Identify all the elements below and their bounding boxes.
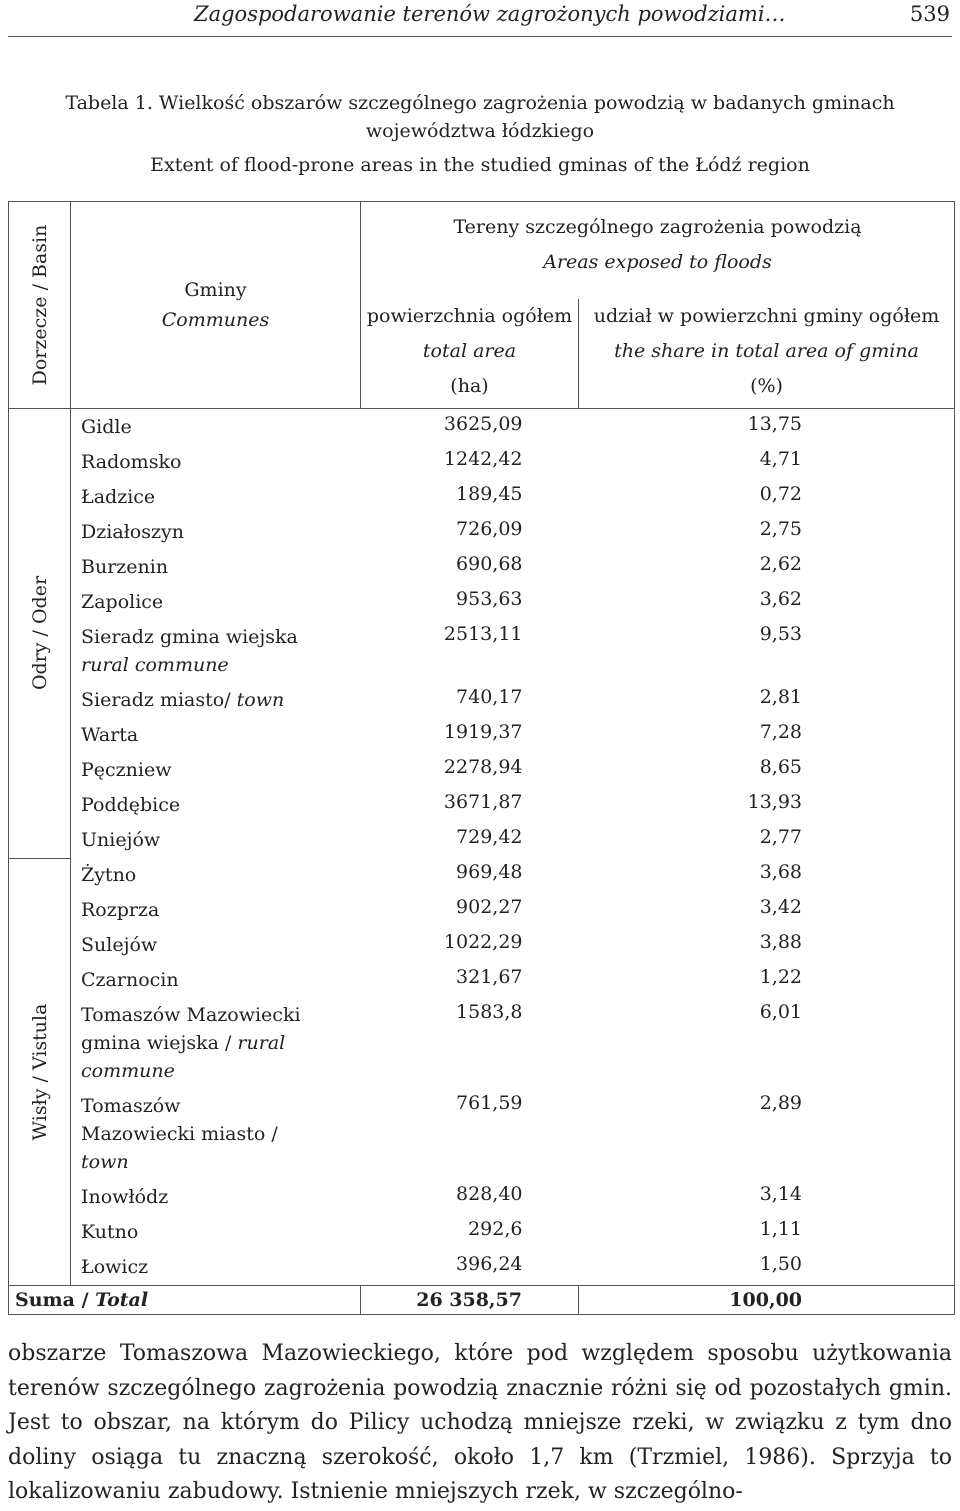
page-number: 539 — [909, 2, 950, 26]
area-value: 1919,37 — [443, 721, 523, 743]
commune-name: Inowłódz — [71, 1180, 361, 1215]
area-value: 729,42 — [456, 826, 523, 848]
table-row — [9, 409, 955, 446]
table-row — [9, 585, 955, 620]
commune-name: Ładzice — [71, 480, 361, 515]
share-value: 2,62 — [579, 550, 955, 585]
share-value: 7,28 — [579, 718, 955, 753]
area-value: 396,24 — [456, 1253, 523, 1275]
area-value: 3671,87 — [443, 791, 523, 813]
running-title: Zagospodarowanie terenów zagrożonych powodziami… — [194, 2, 786, 26]
share-value: 13,75 — [579, 409, 955, 446]
communes-header-pl: Gminy — [184, 279, 247, 301]
table-row — [9, 683, 955, 718]
commune-name: Czarnocin — [71, 963, 361, 998]
commune-name: Warta — [71, 718, 361, 753]
table-row — [9, 1250, 955, 1286]
commune-name — [71, 1089, 361, 1180]
share-header — [579, 299, 955, 409]
commune-name: Gidle — [71, 409, 361, 446]
commune-name — [71, 998, 361, 1089]
share-value: 1,11 — [579, 1215, 955, 1250]
total-label — [9, 1286, 361, 1315]
basin-header: Dorzecze / Basin — [28, 224, 51, 386]
running-header — [8, 0, 952, 37]
commune-name-pl: Sieradz miasto/ — [81, 689, 231, 711]
area-value: 690,68 — [456, 553, 523, 575]
flood-areas-group-header — [361, 202, 955, 300]
table-row — [9, 515, 955, 550]
group-header-pl: Tereny szczególnego zagrożenia powodzią — [453, 216, 862, 238]
commune-name: Rozprza — [71, 893, 361, 928]
table-row — [9, 1089, 955, 1180]
table-row — [9, 550, 955, 585]
share-value: 6,01 — [579, 998, 955, 1089]
table-caption-english: Extent of flood-prone areas in the studied gminas of the Łódź region — [150, 154, 810, 176]
basin-oder-cell — [9, 409, 71, 859]
area-value: 761,59 — [456, 1092, 523, 1114]
commune-name: Sulejów — [71, 928, 361, 963]
table-row — [9, 998, 955, 1089]
area-header-unit: (ha) — [450, 375, 489, 397]
basin-oder-label: Odry / Oder — [28, 576, 51, 691]
commune-name: Zapolice — [71, 585, 361, 620]
share-header-unit: (%) — [750, 375, 783, 397]
share-value: 13,93 — [579, 788, 955, 823]
share-value: 1,22 — [579, 963, 955, 998]
commune-name: Działoszyn — [71, 515, 361, 550]
area-value: 189,45 — [456, 483, 523, 505]
commune-name: Łowicz — [71, 1250, 361, 1286]
area-value: 740,17 — [456, 686, 523, 708]
total-share-value: 100,00 — [579, 1286, 955, 1315]
area-header — [361, 299, 579, 409]
area-value: 902,27 — [456, 896, 523, 918]
area-value: 1022,29 — [443, 931, 523, 953]
share-value: 3,68 — [579, 858, 955, 893]
share-header-pl: udział w powierzchni gminy ogółem — [593, 305, 940, 327]
table-row — [9, 963, 955, 998]
area-header-en: total area — [422, 340, 517, 362]
share-value: 3,88 — [579, 928, 955, 963]
table-row — [9, 480, 955, 515]
area-value: 1583,8 — [456, 1001, 523, 1023]
commune-name-pl: Tomaszów Mazowiecki miasto / — [81, 1095, 278, 1145]
commune-name-pl: Sieradz gmina wiejska — [81, 626, 298, 648]
share-value: 1,50 — [579, 1250, 955, 1286]
commune-name: Żytno — [71, 858, 361, 893]
communes-header-en: Communes — [161, 309, 270, 331]
communes-header — [71, 202, 361, 409]
share-value: 8,65 — [579, 753, 955, 788]
table-row — [9, 718, 955, 753]
body-paragraph: obszarze Tomaszowa Mazowieckiego, które pod względem sposobu użytkowania terenów szczególnego zagrożenia powodzią znacznie różni się od pozostałych gmin. Jest to obszar, na którym do Pilicy uchodzą mniejsze rzeki, w związku z tym dno doliny osiąga tu znaczną szerokość, około 1,7 km (Trzmiel, 1986). Sprzyja to lokalizowaniu zabudowy. Istnienie mniejszych rzek, w szczególno- — [8, 1341, 952, 1504]
commune-name-en: rural commune — [81, 1032, 286, 1082]
commune-name-en: town — [81, 1151, 129, 1173]
share-value: 9,53 — [579, 620, 955, 683]
share-value: 3,62 — [579, 585, 955, 620]
area-value: 1242,42 — [443, 448, 523, 470]
area-value: 321,67 — [456, 966, 523, 988]
share-value: 4,71 — [579, 445, 955, 480]
commune-name-en: town — [236, 689, 285, 711]
area-value: 3625,09 — [443, 413, 523, 435]
area-header-pl: powierzchnia ogółem — [366, 305, 573, 327]
area-value: 953,63 — [456, 588, 523, 610]
share-value: 2,75 — [579, 515, 955, 550]
area-value: 828,40 — [456, 1183, 523, 1205]
table-row — [9, 928, 955, 963]
table-caption-line1: Tabela 1. Wielkość obszarów szczególnego zagrożenia powodzią w badanych gminach — [65, 92, 895, 114]
area-value: 292,6 — [468, 1218, 523, 1240]
area-value: 726,09 — [456, 518, 523, 540]
commune-name: Radomsko — [71, 445, 361, 480]
table-row — [9, 753, 955, 788]
total-label-pl: Suma / — [15, 1289, 89, 1311]
basin-header-cell — [9, 202, 71, 409]
table-row — [9, 893, 955, 928]
table-caption-line2: województwa łódzkiego — [365, 120, 595, 142]
area-value: 969,48 — [456, 861, 523, 883]
table-row — [9, 1180, 955, 1215]
commune-name — [71, 620, 361, 683]
table-row — [9, 858, 955, 893]
area-value: 2513,11 — [443, 623, 523, 645]
commune-name: Kutno — [71, 1215, 361, 1250]
commune-name-pl: Tomaszów Mazowiecki gmina wiejska / — [81, 1004, 301, 1054]
commune-name — [71, 683, 361, 718]
flood-areas-table — [8, 201, 955, 1315]
table-row — [9, 445, 955, 480]
commune-name: Poddębice — [71, 788, 361, 823]
share-value: 2,89 — [579, 1089, 955, 1180]
area-value: 2278,94 — [443, 756, 523, 778]
basin-vistula-cell — [9, 858, 71, 1286]
share-value: 3,42 — [579, 893, 955, 928]
share-value: 2,81 — [579, 683, 955, 718]
basin-vistula-label: Wisły / Vistula — [28, 1003, 51, 1141]
commune-name: Burzenin — [71, 550, 361, 585]
share-header-en: the share in total area of gmina — [614, 340, 919, 362]
share-value: 2,77 — [579, 823, 955, 858]
total-row — [9, 1286, 955, 1315]
commune-name: Uniejów — [71, 823, 361, 858]
table-row — [9, 620, 955, 683]
share-value: 0,72 — [579, 480, 955, 515]
commune-name-en: rural commune — [81, 654, 229, 676]
commune-name: Pęczniew — [71, 753, 361, 788]
total-area-value: 26 358,57 — [361, 1286, 579, 1315]
table-row — [9, 823, 955, 858]
share-value: 3,14 — [579, 1180, 955, 1215]
group-header-en: Areas exposed to floods — [543, 251, 772, 273]
table-row — [9, 1215, 955, 1250]
table-row — [9, 788, 955, 823]
total-label-en: Total — [95, 1289, 149, 1311]
